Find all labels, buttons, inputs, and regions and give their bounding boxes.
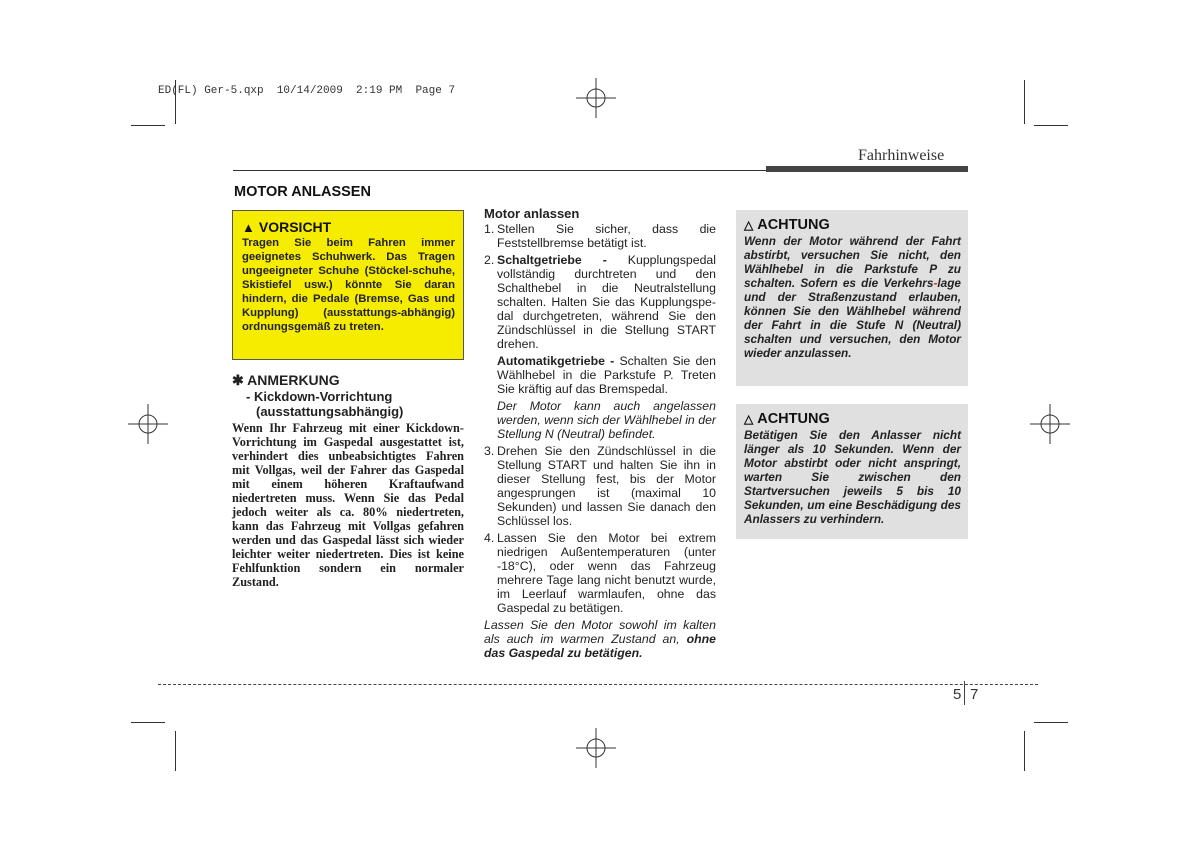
page-title: MOTOR ANLASSEN (234, 184, 371, 200)
automatic-transmission-text: Automatikgetriebe - Schalten Sie den Wählhebel in die Parkstufe P. Treten Sie kräftig auf das Bremspedal. (497, 354, 716, 396)
note-title: ✱ ANMERKUNG (232, 372, 340, 388)
procedure-step: 4. Lassen Sie den Motor bei extrem niedrigen Außentemperaturen (unter -18°C), oder wenn das Fahrzeug mehrere Tage lang nicht benutzt wurde, im Leerlauf warmlaufen, ohne das Gaspedal zu betätigen. (484, 531, 716, 615)
note-section (232, 372, 464, 589)
caution-text: Betätigen Sie den Anlasser nicht länger als 10 Sekunden. Wenn der Motor abstirbt oder nicht anspringt, warten Sie zwischen den Startversuchen jeweils 5 bis 10 Sekunden, um eine Beschädigung des Anlassers zu verhindern. (744, 428, 961, 526)
warning-title: ▲ VORSICHT (242, 219, 332, 235)
procedure-step: 3. Drehen Sie den Zündschlüssel in die Stellung START und halten Sie ihn in dieser Stellung fest, bis der Motor angesprungen ist (maximal 10 Sekunden) und lassen Sie danach den Schlüssel los. (484, 444, 716, 528)
warning-box (232, 210, 464, 360)
caution-triangle-icon: △ (744, 412, 754, 426)
footer-rule (158, 684, 1038, 685)
asterisk-icon: ✱ (232, 372, 244, 388)
caution-triangle-icon: △ (744, 218, 754, 232)
section-title: Fahrhinweise (858, 147, 945, 164)
registration-mark-icon (576, 78, 616, 118)
caution-title: △ ACHTUNG (744, 411, 830, 427)
page-number-separator (964, 681, 965, 705)
caution-box (736, 210, 968, 386)
crop-mark (1024, 731, 1025, 771)
registration-mark-icon (576, 728, 616, 768)
crop-mark (1024, 80, 1025, 124)
crop-mark (131, 722, 165, 723)
crop-mark (175, 731, 176, 771)
procedure-step: 1. Stellen Sie sicher, dass die Feststellbremse betätigt ist. (484, 222, 716, 250)
crop-mark (1034, 722, 1068, 723)
caution-box (736, 404, 968, 539)
crop-mark (131, 125, 165, 126)
header-rule-accent (766, 166, 968, 172)
procedure-section (484, 207, 716, 660)
note-text: Wenn Ihr Fahrzeug mit einer Kickdown-Vorrichtung im Gaspedal ausgestattet ist, verhindert dies unbeabsichtigtes Fahren mit Vollgas, weil der Fahrer das Gaspedal mit einem höheren Kraftaufwand niedertreten muss. Wenn Sie das Pedal jedoch weiter als ca. 80% niedertreten, kann das Fahrzeug mit Vollgas gefahren werden und das Gaspedal lässt sich wieder leichter weiter niedertreten. Dies ist keine Fehlfunktion sondern ein normaler Zustand. (232, 421, 464, 589)
automatic-transmission-note: Der Motor kann auch angelassen werden, wenn sich der Wählhebel in der Stellung N (Neutral) befindet. (497, 399, 716, 441)
warning-triangle-icon: ▲ (242, 220, 255, 235)
procedure-final-note: Lassen Sie den Motor sowohl im kalten als auch im warmen Zustand an, ohne das Gaspedal zu betätigen. (484, 618, 716, 660)
caution-title: △ ACHTUNG (744, 217, 830, 233)
note-subtitle: - Kickdown-Vorrichtung (246, 389, 393, 404)
caution-text: Wenn der Motor während der Fahrt abstirbt, versuchen Sie nicht, den Wählhebel in die Parkstufe P zu schalten. Sofern es die Verkehrs-lage und der Straßenzustand erlauben, können Sie den Wählhebel während der Fahrt in die Stufe N (Neutral) schalten und versuchen, den Motor wieder anzulassen. (744, 234, 961, 360)
registration-mark-icon (1030, 404, 1070, 444)
page-number: 7 (970, 686, 979, 703)
note-subtitle-2: (ausstattungsabhängig) (256, 404, 404, 419)
procedure-title: Motor anlassen (484, 206, 580, 221)
print-header: ED(FL) Ger-5.qxp 10/14/2009 2:19 PM Page 7 (158, 85, 456, 97)
chapter-number: 5 (953, 686, 962, 703)
crop-mark (1034, 125, 1068, 126)
registration-mark-icon (128, 404, 168, 444)
procedure-step: 2. Schaltgetriebe - Kupplungspedal vollständig durchtreten und den Schalthebel in die Neutralstellung schalten. Halten Sie das Kupplungspe-dal durchgetreten, während Sie den Zündschlüssel in die Stellung START drehen. (484, 253, 716, 351)
warning-text: Tragen Sie beim Fahren immer geeignetes Schuhwerk. Das Tragen ungeeigneter Schuhe (Stöckel-schuhe, Skistiefel usw.) könnte Sie daran hindern, die Pedale (Bremse, Gas und Kupplung) (ausstattungs-abhängig) ordnungsgemäß zu treten. (242, 237, 455, 333)
